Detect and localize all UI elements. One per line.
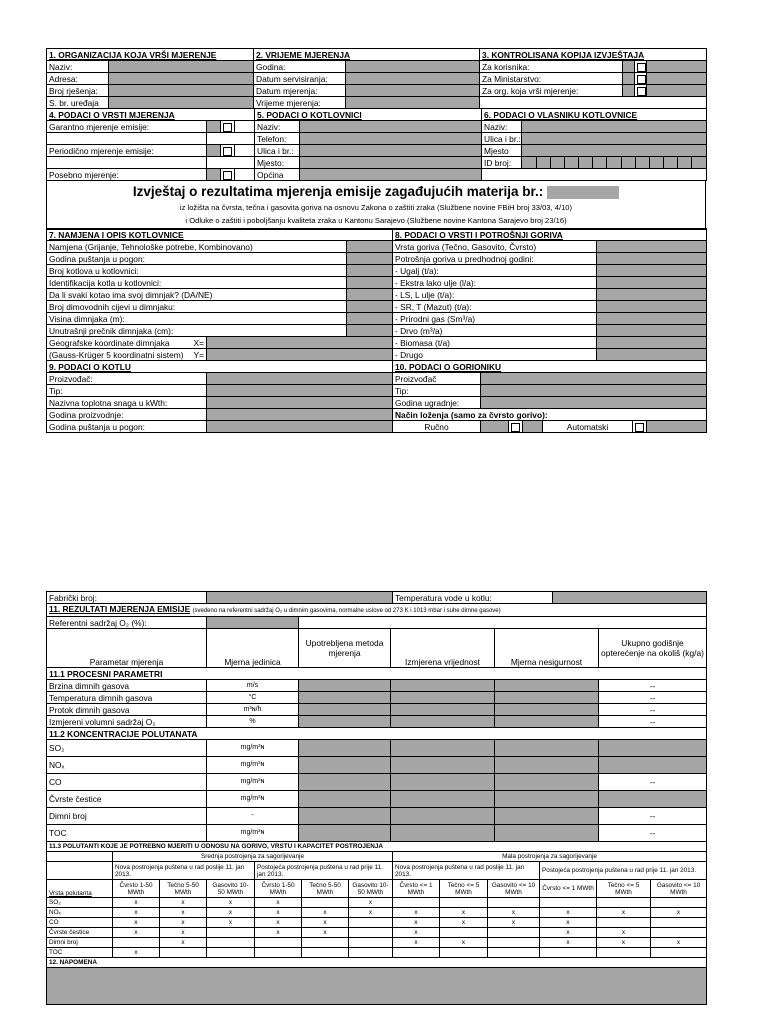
dimovodne-field[interactable] — [347, 301, 393, 313]
ref-o2-label: Referentni sadržaj O₂ (%): — [47, 617, 207, 629]
matrix-cell — [349, 918, 393, 928]
godina-field[interactable] — [346, 61, 480, 73]
za-ministarstvo-label: Za Ministarstvo: — [480, 73, 623, 85]
ekstra-lako-field[interactable] — [597, 277, 707, 289]
prirodni-gas-field[interactable] — [597, 313, 707, 325]
sbr-uredjaja-field[interactable] — [109, 97, 254, 109]
namjena-label: Namjena (Grijanje, Tehnološke potrebe, Kombinovano) — [47, 241, 347, 253]
vl-naziv-label: Naziv: — [482, 121, 522, 133]
matrix-cell: x — [255, 928, 302, 938]
matrix-cell: x — [349, 898, 393, 908]
visina-label: Visina dimnjaka (m): — [47, 313, 347, 325]
matrix-cell — [393, 898, 440, 908]
namjena-field[interactable] — [347, 241, 393, 253]
napomena-field[interactable] — [47, 968, 707, 1005]
matrix-cell — [255, 938, 302, 948]
prirodni-gas-label: - Prirodni gas (Sm³/a) — [393, 313, 597, 325]
matrix-cell: x — [349, 908, 393, 918]
datum-servisiranja-label: Datum servisiranja: — [254, 73, 346, 85]
col-parametar: Parametar mjerenja — [47, 629, 207, 668]
section8-title: 8. PODACI O VRSTI I POTROŠNJI GORIVA — [393, 229, 707, 241]
group-nova-srednja: Nova postrojenja puštena u rad poslije 11. jan 2013. — [113, 862, 255, 880]
gor-tip-label: Tip: — [393, 385, 481, 397]
matrix-cell: x — [651, 908, 707, 918]
dimnjak-field[interactable] — [347, 289, 393, 301]
group-nova-mala: Nova postrojenja puštena u rad poslije 11. jan 2013. — [393, 862, 540, 880]
fabricki-label: Fabrički broj: — [47, 592, 207, 604]
datum-mjerenja-label: Datum mjerenja: — [254, 85, 346, 97]
col-metoda: Upotrebljena metoda mjerenja — [299, 629, 391, 668]
za-korisnika-label: Za korisnika: — [480, 61, 623, 73]
table-row — [47, 948, 707, 958]
y-coordinate-field[interactable] — [207, 349, 393, 361]
matrix-cell: x — [113, 908, 160, 918]
kotao-pustanja-label: Godina puštanja u pogon: — [47, 421, 207, 433]
matrix-cell: x — [160, 938, 207, 948]
section7-title: 7. NAMJENA I OPIS KOTLOVNICE — [47, 229, 393, 241]
y-label: Y= — [193, 349, 204, 360]
matrix-cell: x — [255, 908, 302, 918]
precnik-field[interactable] — [347, 325, 393, 337]
matrix-cell: x — [207, 898, 255, 908]
automatski-label: Automatski — [543, 421, 633, 433]
matrix-cell — [488, 938, 540, 948]
matrix-cell: x — [160, 898, 207, 908]
matrix-cell — [207, 928, 255, 938]
broj-rjesenja-field[interactable] — [109, 85, 254, 97]
matrix-cell: x — [540, 928, 597, 938]
vrijeme-mjerenja-label: Vrijeme mjerenja: — [254, 97, 346, 109]
kotao-pustanja-field[interactable] — [207, 421, 393, 433]
drvo-field[interactable] — [597, 325, 707, 337]
srednja-label: Srednja postrojenja za sagorijevanje — [113, 852, 393, 862]
matrix-cell: x — [255, 898, 302, 908]
matrix-cell: x — [302, 928, 349, 938]
section1-title: 1. ORGANIZACIJA KOJA VRŠI MJERENJE — [47, 49, 254, 61]
temp-vode-field[interactable] — [553, 592, 707, 604]
ugalj-label: - Ugalj (t/a): — [393, 265, 597, 277]
pollutant-name: SO₂ — [47, 898, 113, 908]
dimovodne-label: Broj dimovodnih cijevi u dimnjaku: — [47, 301, 347, 313]
pollutant-name: Čvrste čestice — [47, 928, 113, 938]
vrijeme-mjerenja-field[interactable] — [346, 97, 480, 109]
broj-kotlova-field[interactable] — [347, 265, 393, 277]
section11-note: (svedeno na referentni sadržaj O₂ u dimnim gasovima, normalne uslove od 273 K i 1013 mbar i suhe dimne gasove) — [192, 608, 501, 614]
org-naziv-label: Naziv: — [47, 61, 109, 73]
gor-ugradnja-label: Godina ugradnje: — [393, 397, 481, 409]
identifikacija-field[interactable] — [347, 277, 393, 289]
matrix-cell — [440, 948, 488, 958]
tip-field[interactable] — [207, 385, 393, 397]
matrix-cell — [302, 898, 349, 908]
matrix-cell: x — [113, 898, 160, 908]
datum-servisiranja-field[interactable] — [346, 73, 480, 85]
results-table — [46, 603, 707, 842]
matrix-cell — [302, 938, 349, 948]
kot-opcina-field[interactable] — [300, 169, 482, 181]
group-postojeca-mala: Postojeća postrojenja puštena u rad prije 11. jan 2013. — [540, 862, 707, 880]
matrix-cell — [651, 948, 707, 958]
godina-label: Godina: — [254, 61, 346, 73]
kot-naziv-label: Naziv: — [255, 121, 300, 133]
kot-telefon-label: Telefon: — [255, 133, 300, 145]
matrix-cell: x — [540, 938, 597, 948]
fabricki-field[interactable] — [207, 592, 393, 604]
ekstra-lako-label: - Ekstra lako ulje (l/a): — [393, 277, 597, 289]
mazut-label: - SR, T (Mazut) (t/a): — [393, 301, 597, 313]
god-proizvodnje-field[interactable] — [207, 409, 393, 421]
x-coordinate-field[interactable] — [207, 337, 393, 349]
ls-ulje-label: - LS, L ulje (t/a): — [393, 289, 597, 301]
matrix-cell — [651, 918, 707, 928]
matrix-cell: x — [113, 928, 160, 938]
matrix-cell: x — [540, 918, 597, 928]
matrix-cell: x — [393, 938, 440, 948]
identifikacija-label: Identifikacija kotla u kotlovnici: — [47, 277, 347, 289]
report-title-block — [46, 180, 706, 230]
ref-o2-field[interactable] — [207, 617, 299, 629]
table-row: Temperatura dimnih gasova °C -- — [47, 692, 707, 704]
table-row — [47, 928, 707, 938]
kot-mjesto-field[interactable] — [300, 157, 482, 169]
visina-field[interactable] — [347, 313, 393, 325]
matrix-cell: x — [540, 908, 597, 918]
gor-proizvodjac-field[interactable] — [481, 373, 707, 385]
report-title: Izvještaj o rezultatima mjerenja emisije zagađujućih materija br.: — [132, 184, 544, 199]
org-adresa-label: Adresa: — [47, 73, 109, 85]
matrix-cell — [440, 928, 488, 938]
drugo-label: - Drugo — [393, 349, 597, 361]
za-org-checkbox[interactable] — [637, 87, 646, 96]
pollutant-matrix: 11.3 POLUTANTI KOJE JE POTREBNO MJERITI U ODNOSU NA GORIVO, VRSTU I KAPACITET POSTROJENJA Srednja postrojenja za sagorijevanje Mala postrojenja za sagorijevanje Nova postrojenja puštena u rad poslije 11. jan 2013. Postojeća postrojenja puštena u rad prije 11. jan 2013. Nova postrojenja puštena u rad poslije 11. jan 2013. Postojeća postrojenja puštena u rad prije 11. jan 2013. Vrsta polutanta Čvrsto 1-50 MWth Tečno 5-50 MWth Gasovito 10-50 MWth Čvrsto 1-50 MWth Tečno 5-50 MWth Gasovito 10-50 MWth Čvrsto <= 1 MWth Tečno <= 5 MWth Gasovito <= 10 MWth Čvrsto <= 1 MWth Tečno <= 5 MWth Gasovito <= 10 MWth SO₂ x x x x x NOₓ x x x x x x x x x x x x CO x x x x x x x x x Čvrste čestice x x x x x x x Dimni broj x x x x x x TOC x 12. NAPOMENA — [46, 841, 707, 1005]
header-sections-table — [46, 48, 707, 109]
matrix-cell — [651, 928, 707, 938]
godina-pustanja-field[interactable] — [347, 253, 393, 265]
temp-vode-label: Temperatura vode u kotlu: — [393, 592, 553, 604]
koordinate-label: Geografske koordinate dimnjaka X= — [47, 337, 207, 349]
datum-mjerenja-field[interactable] — [346, 85, 480, 97]
vl-id-label: ID broj: — [482, 157, 522, 169]
sections-4-6-table — [46, 108, 707, 181]
vrsta-goriva-field[interactable] — [597, 241, 707, 253]
section6-title: 6. PODACI O VLASNIKU KOTLOVNICE — [482, 109, 707, 121]
nacin-lozenja-label: Način loženja (samo za čvrsto gorivo): — [393, 409, 707, 421]
section5-title: 5. PODACI O KOTLOVNICI — [255, 109, 482, 121]
matrix-cell: x — [302, 908, 349, 918]
snaga-field[interactable] — [207, 397, 393, 409]
posebno-checkbox[interactable] — [223, 171, 232, 180]
vrsta-goriva-label: Vrsta goriva (Tečno, Gasovito, Čvrsto) — [393, 241, 597, 253]
report-form-part1 — [46, 48, 706, 433]
proizvodjac-field[interactable] — [207, 373, 393, 385]
za-korisnika-checkbox[interactable] — [637, 63, 646, 72]
god-proizvodnje-label: Godina proizvodnje: — [47, 409, 207, 421]
matrix-cell — [597, 948, 651, 958]
matrix-cell: x — [207, 908, 255, 918]
biomasa-field[interactable] — [597, 337, 707, 349]
matrix-cell: x — [651, 938, 707, 948]
matrix-cell: x — [597, 928, 651, 938]
col-jedinica: Mjerna jedinica — [207, 629, 299, 668]
matrix-cell: x — [440, 918, 488, 928]
table-row — [47, 938, 707, 948]
table-row: NOₓ mg/m³ɴ — [47, 757, 707, 774]
ugalj-field[interactable] — [597, 265, 707, 277]
matrix-cell — [113, 938, 160, 948]
gor-ugradnja-field[interactable] — [481, 397, 707, 409]
snaga-label: Nazivna toplotna snaga u kWth: — [47, 397, 207, 409]
section4-title: 4. PODACI O VRSTI MJERENJA — [47, 109, 255, 121]
table-row — [47, 898, 707, 908]
vl-ulica-field[interactable] — [522, 133, 707, 145]
table-row: CO mg/m³ɴ -- — [47, 774, 707, 791]
drvo-label: - Drvo (m³/a) — [393, 325, 597, 337]
gor-tip-field[interactable] — [481, 385, 707, 397]
section3-title: 3. KONTROLISANA KOPIJA IZVJEŠTAJA — [480, 49, 707, 61]
matrix-cell — [160, 948, 207, 958]
matrix-cell — [349, 948, 393, 958]
section112-title: 11.2 KONCENTRACIJE POLUTANATA — [47, 728, 707, 740]
precnik-label: Unutrašnji prečnik dimnjaka (cm): — [47, 325, 347, 337]
table-row — [47, 918, 707, 928]
section12-title: 12. NAPOMENA — [47, 958, 707, 968]
dimnjak-label: Da li svaki kotao ima svoj dimnjak? (DA/NE) — [47, 289, 347, 301]
matrix-cell — [540, 948, 597, 958]
table-row: TOC mg/m³ɴ -- — [47, 825, 707, 842]
vl-mjesto-label: Mjesto — [482, 145, 522, 157]
kot-opcina-label: Općina — [255, 169, 300, 181]
matrix-cell: x — [302, 918, 349, 928]
matrix-cell: x — [160, 918, 207, 928]
matrix-cell: x — [113, 948, 160, 958]
proizvodjac-label: Proizvođač: — [47, 373, 207, 385]
ls-ulje-field[interactable] — [597, 289, 707, 301]
sections-9-10-table — [46, 360, 707, 433]
posebno-label: Posebno mjerenje: — [47, 169, 207, 181]
table-row: Protok dimnih gasova m³ɴ/h -- — [47, 704, 707, 716]
table-row: Brzina dimnih gasova m/s -- — [47, 680, 707, 692]
section113-title: 11.3 POLUTANTI KOJE JE POTREBNO MJERITI U ODNOSU NA GORIVO, VRSTU I KAPACITET POSTROJENJA — [47, 842, 707, 852]
org-naziv-field[interactable] — [109, 61, 254, 73]
report-form-part2 — [46, 591, 706, 1005]
matrix-cell — [597, 898, 651, 908]
table-row: Izmjereni volumni sadržaj O₂ % -- — [47, 716, 707, 728]
matrix-cell: x — [440, 908, 488, 918]
za-ministarstvo-checkbox[interactable] — [637, 75, 646, 84]
vrsta-polutanta-label: Vrsta polutanta — [47, 880, 113, 898]
pollutant-name: TOC — [47, 948, 113, 958]
col-izmjerena: Izmjerena vrijednost — [391, 629, 495, 668]
tip-label: Tip: — [47, 385, 207, 397]
table-row: SO₂ mg/m³ɴ — [47, 740, 707, 757]
matrix-cell: x — [597, 908, 651, 918]
matrix-cell: x — [207, 918, 255, 928]
za-org-label: Za org. koja vrši mjerenje: — [480, 85, 623, 97]
x-label: X= — [193, 337, 204, 348]
matrix-cell: x — [393, 928, 440, 938]
vl-ulica-label: Ulica i br.: — [482, 133, 522, 145]
matrix-cell — [349, 928, 393, 938]
org-adresa-field[interactable] — [109, 73, 254, 85]
matrix-cell — [651, 898, 707, 908]
periodicno-checkbox[interactable] — [223, 147, 232, 156]
sbr-uredjaja-label: S. br. uređaja — [47, 97, 109, 109]
report-number-field[interactable] — [547, 186, 619, 199]
report-subtitle-2: i Odluke o zaštiti i poboljšanju kvaliteta zraka u Kantonu Sarajevo (Službene novine Kantona Sarajevo broj 23/16) — [185, 216, 567, 225]
section10-title: 10. PODACI O GORIONIKU — [393, 361, 707, 373]
matrix-cell: x — [488, 908, 540, 918]
kot-ulica-label: Ulica i br.: — [255, 145, 300, 157]
garantno-label: Garantno mjerenje emisije: — [47, 121, 207, 133]
section111-title: 11.1 PROCESNI PARAMETRI — [47, 668, 707, 680]
vl-naziv-field[interactable] — [522, 121, 707, 133]
potrosnja-label: Potrošnja goriva u predhodnoj godini: — [393, 253, 597, 265]
section9-title: 9. PODACI O KOTLU — [47, 361, 393, 373]
kot-mjesto-label: Mjesto: — [255, 157, 300, 169]
mazut-field[interactable] — [597, 301, 707, 313]
matrix-cell: x — [393, 908, 440, 918]
col-opterecenje: Ukupno godišnje opterećenje na okoliš (kg/a) — [599, 629, 707, 668]
table-row: Čvrste čestice mg/m³ɴ — [47, 791, 707, 808]
gor-proizvodjac-label: Proizvođač — [393, 373, 481, 385]
matrix-cell — [488, 898, 540, 908]
matrix-cell: x — [597, 938, 651, 948]
matrix-cell: x — [393, 918, 440, 928]
drugo-field[interactable] — [597, 349, 707, 361]
matrix-cell — [393, 948, 440, 958]
section11-title: 11. REZULTATI MJERENJA EMISIJE — [49, 604, 191, 614]
table-row — [47, 908, 707, 918]
section2-title: 2. VRIJEME MJERENJA — [254, 49, 480, 61]
matrix-cell — [349, 938, 393, 948]
matrix-cell — [488, 948, 540, 958]
matrix-cell — [255, 948, 302, 958]
automatski-checkbox[interactable] — [635, 423, 644, 432]
pollutant-name: Dimni broj — [47, 938, 113, 948]
gauss-label: (Gauss-Krüger 5 koordinatni sistem) Y= — [47, 349, 207, 361]
vl-mjesto-field[interactable] — [522, 145, 707, 157]
report-subtitle-1: iz ložišta na čvrsta, tečna i gasovita goriva na osnovu Zakona o zaštiti zraka (Službene novine FBiH broj 33/03, 4/10) — [179, 203, 573, 212]
mala-label: Mala postrojenja za sagorijevanje — [393, 852, 707, 862]
periodicno-label: Periodično mjerenje emisije: — [47, 145, 207, 157]
matrix-cell: x — [113, 918, 160, 928]
pollutant-name: NOₓ — [47, 908, 113, 918]
matrix-cell: x — [440, 938, 488, 948]
broj-kotlova-label: Broj kotlova u kotlovnici: — [47, 265, 347, 277]
kot-telefon-field[interactable] — [300, 133, 482, 145]
garantno-checkbox[interactable] — [223, 123, 232, 132]
matrix-cell — [597, 918, 651, 928]
matrix-cell: x — [160, 928, 207, 938]
potrosnja-field[interactable] — [597, 253, 707, 265]
godina-pustanja-label: Godina puštanja u pogon: — [47, 253, 347, 265]
rucno-label: Ručno — [393, 421, 481, 433]
rucno-checkbox[interactable] — [511, 423, 520, 432]
matrix-cell: x — [255, 918, 302, 928]
matrix-cell — [207, 948, 255, 958]
col-nesigurnost: Mjerna nesigurnost — [495, 629, 599, 668]
broj-rjesenja-label: Broj rješenja: — [47, 85, 109, 97]
biomasa-label: - Biomasa (t/a) — [393, 337, 597, 349]
matrix-cell — [440, 898, 488, 908]
matrix-cell — [302, 948, 349, 958]
sections-7-8-grid — [46, 228, 707, 361]
kot-ulica-field[interactable] — [300, 145, 482, 157]
matrix-cell: x — [488, 918, 540, 928]
matrix-cell — [488, 928, 540, 938]
kot-naziv-field[interactable] — [300, 121, 482, 133]
matrix-cell — [207, 938, 255, 948]
group-postojeca-srednja: Postojeća postrojenja puštena u rad prije 11. jan 2013. — [255, 862, 393, 880]
table-row: Dimni broj - -- — [47, 808, 707, 825]
matrix-cell — [540, 898, 597, 908]
pollutant-name: CO — [47, 918, 113, 928]
matrix-cell: x — [160, 908, 207, 918]
